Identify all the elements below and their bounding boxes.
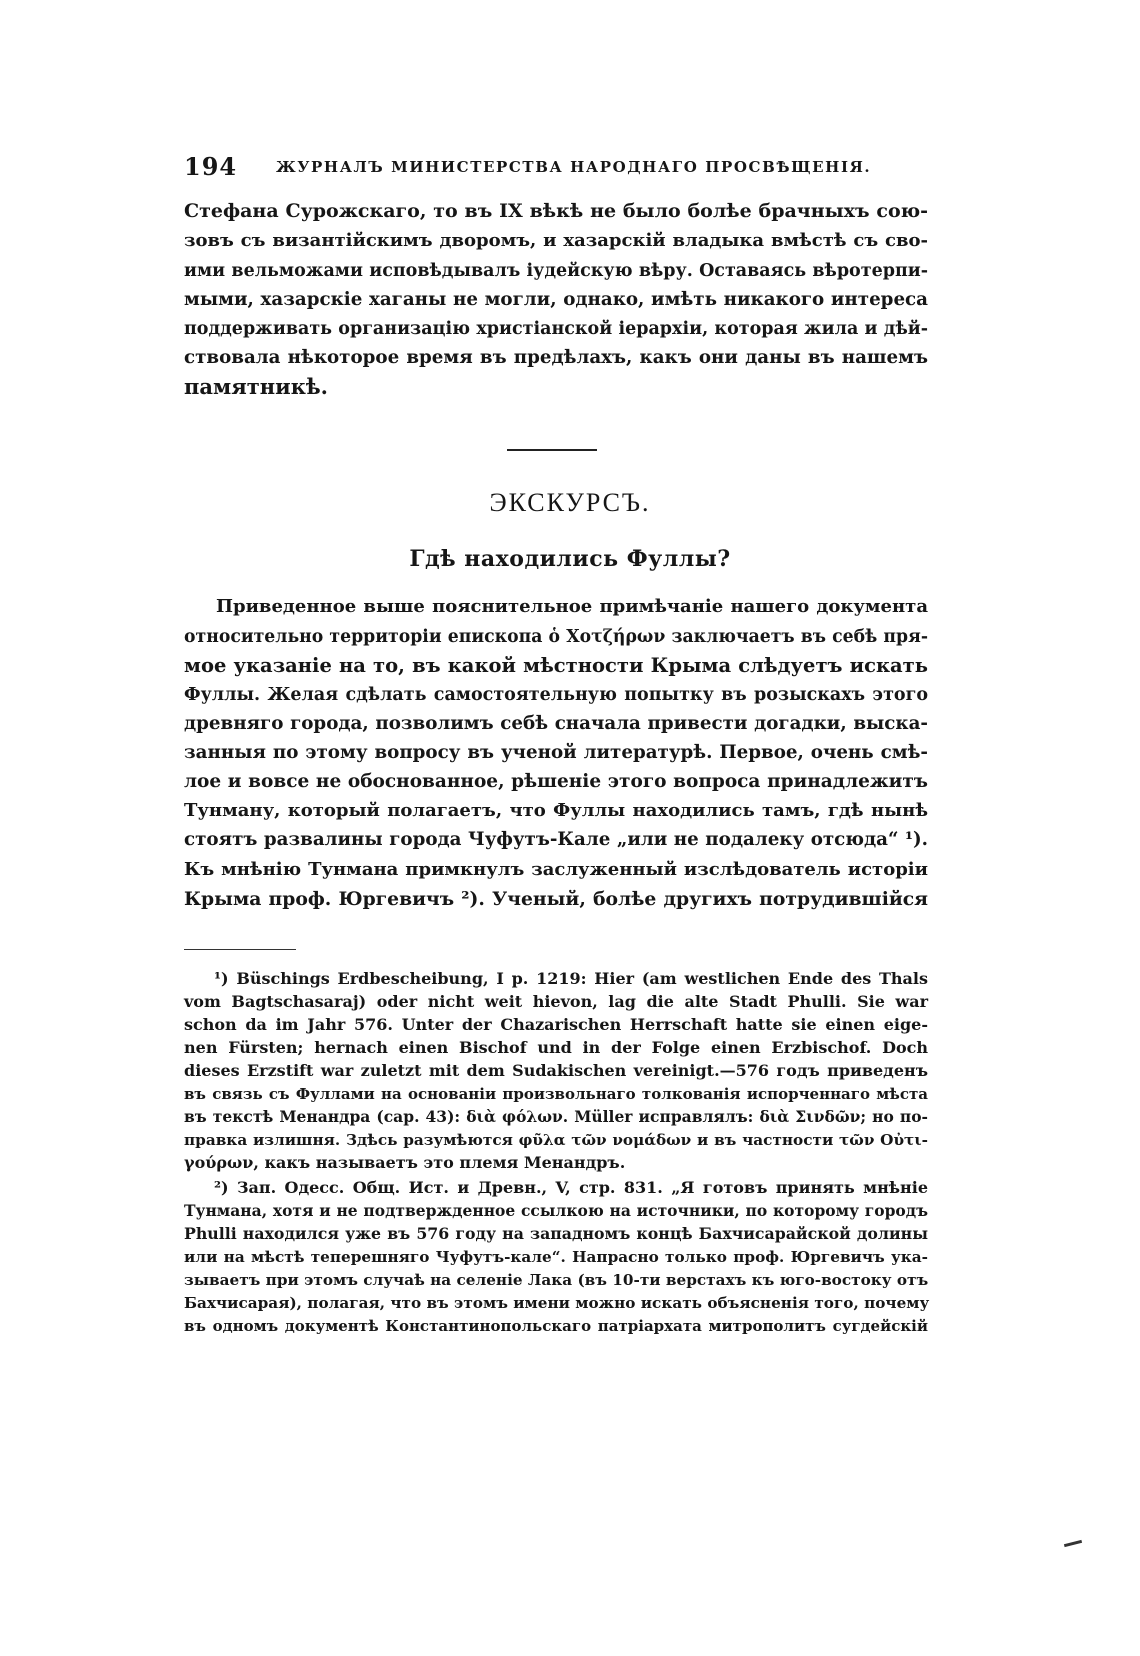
scan-mark xyxy=(1064,1540,1082,1547)
main-line: занныя по этому вопросу въ ученой литературѣ. Первое, очень смѣ- xyxy=(184,742,928,763)
footnote-line: въ текстѣ Менандра (cap. 43): διὰ φόλων. Müller исправлялъ: διὰ Σινδῶν; но по- xyxy=(184,1107,928,1126)
footnote-line: dieses Erzstift war zuletzt mit dem Sudakischen vereinigt.—576 годъ приведенъ xyxy=(184,1061,928,1080)
footnote-line: γούρων, какъ называетъ это племя Менандръ. xyxy=(184,1153,626,1172)
footnote-line: Бахчисарая), полагая, что въ этомъ имени можно искать объясненія того, почему xyxy=(184,1294,930,1312)
footnote-line: въ одномъ документѣ Константинопольскаго патріархата митрополитъ сугдейскій xyxy=(184,1317,928,1335)
main-line: мое указаніе на то, въ какой мѣстности Крыма слѣдуетъ искать xyxy=(184,654,928,677)
section-subheading: Гдѣ находились Фуллы? xyxy=(409,546,731,572)
footnote-rule xyxy=(184,949,296,950)
footnote-line: въ связь съ Фуллами на основаніи произвольнаго толкованія испорченнаго мѣста xyxy=(184,1085,928,1103)
footnote-line: правка излишня. Здѣсь разумѣются φῦλα τῶν νομάδων и въ частности τῶν Οὐτι- xyxy=(184,1131,928,1149)
main-line: стоятъ развалины города Чуфутъ-Кале „или не подалеку отсюда“ ¹). xyxy=(184,829,928,850)
footnote-line: ¹) Büschings Erdbescheibung, I p. 1219: Hier (am westlichen Ende des Thals xyxy=(214,969,928,988)
main-line: лое и вовсе не обоснованное, рѣшеніе этого вопроса принадлежитъ xyxy=(184,771,928,792)
main-line: Приведенное выше пояснительное примѣчаніе нашего документа xyxy=(216,596,928,617)
intro-line: ствовала нѣкоторое время въ предѣлахъ, какъ они даны въ нашемъ xyxy=(184,347,928,368)
main-line: древняго города, позволимъ себѣ сначала привести догадки, выска- xyxy=(184,713,928,734)
footnote-line: зываетъ при этомъ случаѣ на селеніе Лака (въ 10-ти верстахъ къ юго-востоку отъ xyxy=(184,1271,929,1289)
main-line: относительно территоріи епископа ὁ Χοτζήρων заключаетъ въ себѣ пря- xyxy=(184,627,928,647)
footnote-line: schon da im Jahr 576. Unter der Chazarischen Herrschaft hatte sie einen eige- xyxy=(184,1015,928,1034)
running-head: ЖУРНАЛЪ МИНИСТЕРСТВА НАРОДНАГО ПРОСВѢЩЕНІЯ. xyxy=(276,158,872,176)
footnote-line: nen Fürsten; hernach einen Bischof und in der Folge einen Erzbischof. Doch xyxy=(184,1038,928,1057)
footnote-line: ²) Зап. Одесс. Общ. Ист. и Древн., V, стр. 831. „Я готовъ принять мнѣніе xyxy=(214,1178,928,1197)
intro-line: Стефана Сурожскаго, то въ IX вѣкѣ не было болѣе брачныхъ сою- xyxy=(184,200,928,222)
footnote-line: Тунмана, хотя и не подтвержденное ссылкою на источники, по которому городъ xyxy=(184,1201,928,1220)
page-number: 194 xyxy=(184,152,238,181)
section-divider xyxy=(507,449,597,451)
intro-line: зовъ съ византійскимъ дворомъ, и хазарскій владыка вмѣстѣ съ сво- xyxy=(184,230,928,251)
main-line: Фуллы. Желая сдѣлать самостоятельную попытку въ розыскахъ этого xyxy=(184,685,928,705)
main-line: Тунману, который полагаетъ, что Фуллы находились тамъ, гдѣ нынѣ xyxy=(184,800,928,821)
intro-line: поддерживать организацію христіанской іерархіи, которая жила и дѣй- xyxy=(184,319,928,339)
footnote-line: или на мѣстѣ теперешняго Чуфутъ-кале“. Напрасно только проф. Юргевичъ ука- xyxy=(184,1248,928,1266)
section-title: ЭКСКУРСЪ. xyxy=(489,488,651,517)
footnote-line: Phulli находился уже въ 576 году на западномъ концѣ Бахчисарайской долины xyxy=(184,1224,928,1243)
page-header xyxy=(184,152,928,186)
intro-line: мыми, хазарскіе хаганы не могли, однако, имѣть никакого интереса xyxy=(184,289,928,310)
main-line: Крыма проф. Юргевичъ ²). Ученый, болѣе другихъ потрудившійся xyxy=(184,888,928,910)
intro-line: памятникѣ. xyxy=(184,374,328,399)
main-line: Къ мнѣнію Тунмана примкнулъ заслуженный изслѣдователь исторіи xyxy=(184,859,928,880)
intro-line: ими вельможами исповѣдывалъ іудейскую вѣру. Оставаясь вѣротерпи- xyxy=(184,261,928,281)
footnote-line: vom Bagtschasaraj) oder nicht weit hievon, lag die alte Stadt Phulli. Sie war xyxy=(184,992,928,1011)
